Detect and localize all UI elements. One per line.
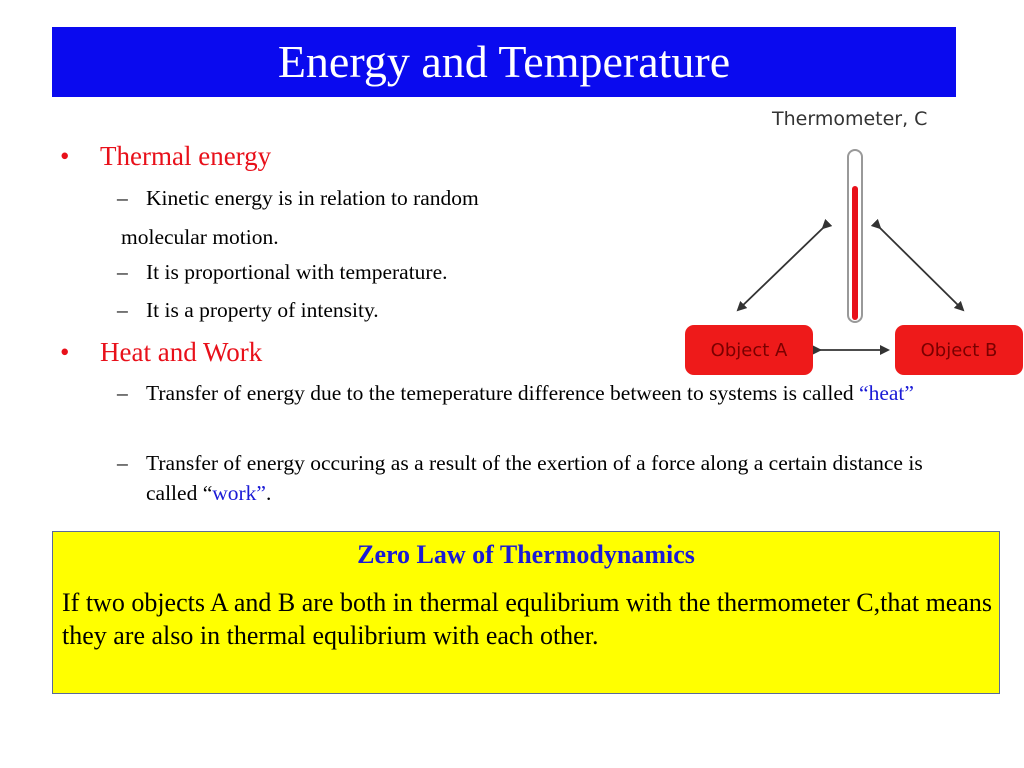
law-body: If two objects A and B are both in thermal equlibrium with the thermometer C,that means they are also in thermal equlibrium with each other.	[62, 588, 993, 650]
sub-text: Kinetic energy is in relation to random	[146, 186, 479, 210]
object-a-box	[685, 325, 813, 375]
bullet-text: Thermal energy	[100, 141, 272, 171]
bullet-marker: •	[60, 337, 70, 367]
object-b-box	[895, 325, 1023, 375]
law-title: Zero Law of Thermodynamics	[357, 540, 695, 569]
sub-text-after: .	[265, 481, 272, 505]
object-b-label: Object B	[920, 339, 998, 361]
thermometer-label: Thermometer, C	[772, 108, 928, 130]
sub-marker: –	[117, 186, 128, 210]
bullet-marker: •	[60, 141, 70, 171]
sub-bullet-continuation	[121, 222, 681, 252]
sub-text-before: Transfer of energy occuring as a result of the exertion of a force along a certain distance is called “	[146, 451, 923, 505]
sub-marker: –	[117, 260, 128, 284]
sub-text: It is proportional with temperature.	[146, 260, 448, 284]
sub-text-before: Transfer of energy due to the temeperature difference between to systems is called	[146, 381, 860, 405]
arrow-thermometer-a	[738, 228, 823, 310]
sub-text: It is a property of intensity.	[146, 298, 379, 322]
thermometer-icon	[848, 150, 862, 322]
object-a-label: Object A	[710, 339, 788, 361]
heat-term: “heat”	[859, 381, 914, 405]
sub-marker: –	[117, 381, 128, 405]
zeroth-law-box	[52, 531, 1000, 694]
sub-marker: –	[117, 298, 128, 322]
slide-title: Energy and Temperature	[277, 36, 731, 87]
arrow-thermometer-b	[880, 228, 963, 310]
sub-marker: –	[117, 451, 128, 475]
work-term: work”	[212, 481, 266, 505]
bullet-text: Heat and Work	[100, 337, 263, 367]
sub-text: molecular motion.	[121, 225, 279, 249]
sub-text	[146, 448, 976, 508]
